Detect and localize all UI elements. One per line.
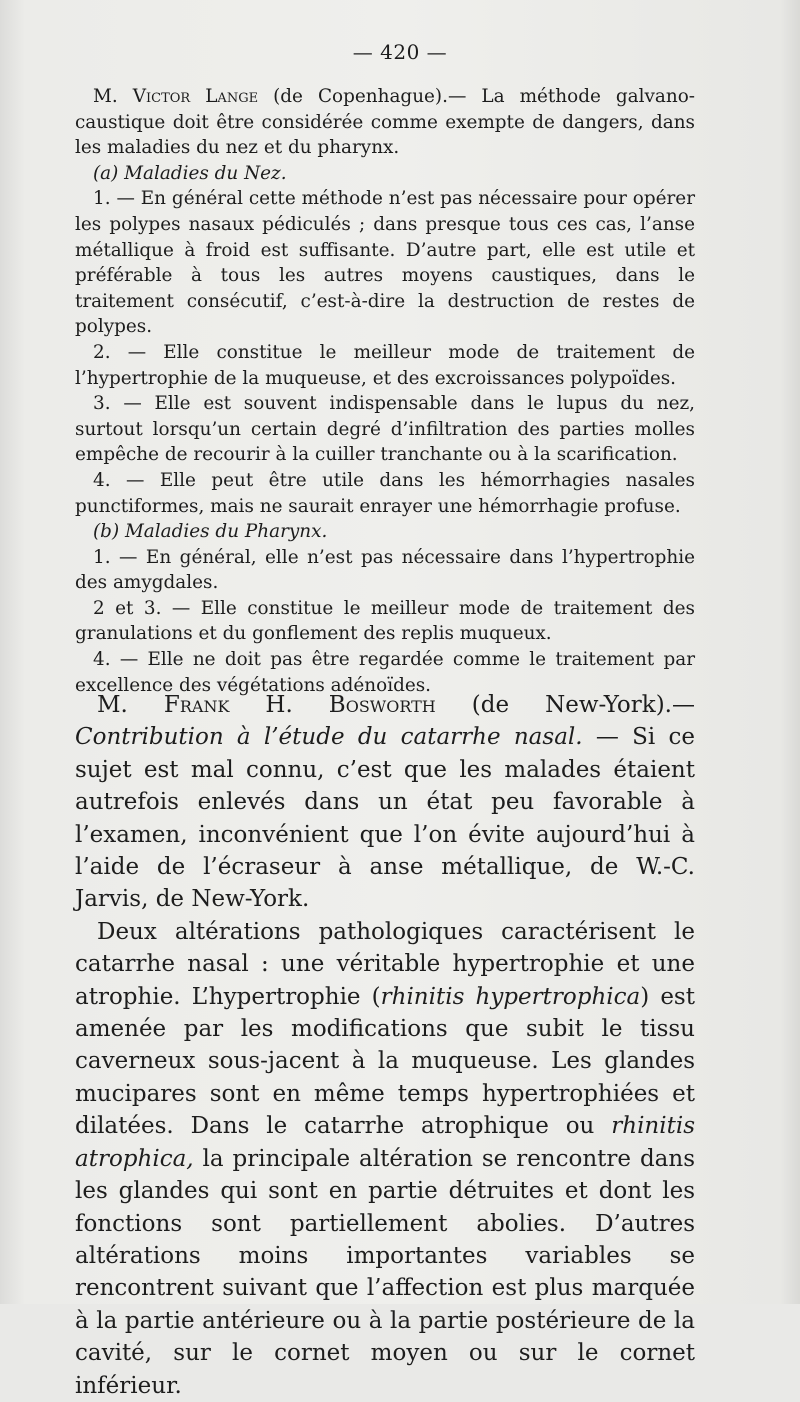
paragraph-text: la principale altération se rencontre dans les glandes qui sont en partie détruites et dont les fonctions sont partiellement abolies. D’autres altérations moins importantes variables se rencontrent suivant que l’affection est plus marquée à la partie antérieure ou à la partie postérieure de la cavité, sur le cornet moyen ou sur le cornet inférieur.: [75, 1145, 695, 1399]
list-item: 4. — Elle peut être utile dans les hémorrhagies nasales punctiformes, mais ne saurait enrayer une hémorrhagie profuse.: [75, 469, 695, 517]
paragraph-text: Deux altérations pathologiques caractérisent le catarrhe nasal : une véritable hypertrophie et une atrophie. L’hypertrophie (: [75, 918, 695, 1010]
bosworth-section: [75, 689, 695, 1402]
intro-text: — Si ce sujet est mal connu, c’est que les malades étaient autrefois enlevés dans un état peu favorable à l’examen, inconvénient que l’on évite aujourd’hui à l’aide de l’écraseur à anse métallique, de W.-C. Jarvis, de New-York.: [75, 724, 695, 913]
list-item: 1. — En général cette méthode n’est pas nécessaire pour opérer les polypes nasaux pédiculés ; dans presque tous ces cas, l’anse métallique à froid est suffisante. D’autre part, elle est utile et préférable à tous les autres moyens caustiques, dans le traitement consécutif, c’est-à-dire la destruction de restes de polypes.: [75, 188, 695, 338]
list-item: 2. — Elle constitue le meilleur mode de traitement de l’hypertrophie de la muqueuse, et des excroissances polypoïdes.: [75, 341, 695, 389]
bosworth-intro: [75, 689, 695, 916]
heading-text: (a) Maladies du Nez.: [93, 162, 287, 184]
list-item: 3. — Elle est souvent indispensable dans le lupus du nez, surtout lorsqu’un certain degré d’infiltration des parties molles empêche de recourir à la cuiller tranchante ou à la scarification.: [75, 393, 695, 466]
nez-heading: [75, 161, 695, 187]
bosworth-paragraph: [75, 916, 695, 1402]
lange-section: [75, 84, 695, 698]
intro-text: (de Copenhague).— La méthode galvano-caustique doit être considérée comme exempte de dangers, dans les maladies du nez et du pharynx.: [75, 86, 695, 159]
heading-text: (b) Maladies du Pharynx.: [93, 521, 328, 543]
list-item: 4. — Elle ne doit pas être regardée comme le traitement par excellence des végétations adénoïdes.: [75, 649, 695, 696]
paragraph-text: ) est amenée par les modifications que subit le tissu caverneux sous-jacent à la muqueuse. Les glandes mucipares sont en même temps hypertrophiées et dilatées. Dans le catarrhe atrophique ou: [75, 983, 695, 1140]
author-name: M. Victor Lange: [93, 86, 259, 107]
origin-text: (de New-York).—: [435, 692, 695, 718]
latin-term: rhinitis hypertrophica: [380, 983, 641, 1010]
page-number: — 420 —: [352, 40, 448, 64]
list-item: 2 et 3. — Elle constitue le meilleur mode de traitement des granulations et du gonflement des replis muqueux.: [75, 597, 695, 645]
lange-intro: [75, 84, 695, 161]
pharynx-heading: [75, 519, 695, 545]
author-name: M. Frank H. Bosworth: [97, 692, 436, 718]
article-title: Contribution à l’étude du catarrhe nasal.: [75, 724, 583, 751]
list-item: 1. — En général, elle n’est pas nécessaire dans l’hypertrophie des amygdales.: [75, 546, 695, 594]
latin-term: rhinitis atrophica,: [75, 1113, 695, 1172]
